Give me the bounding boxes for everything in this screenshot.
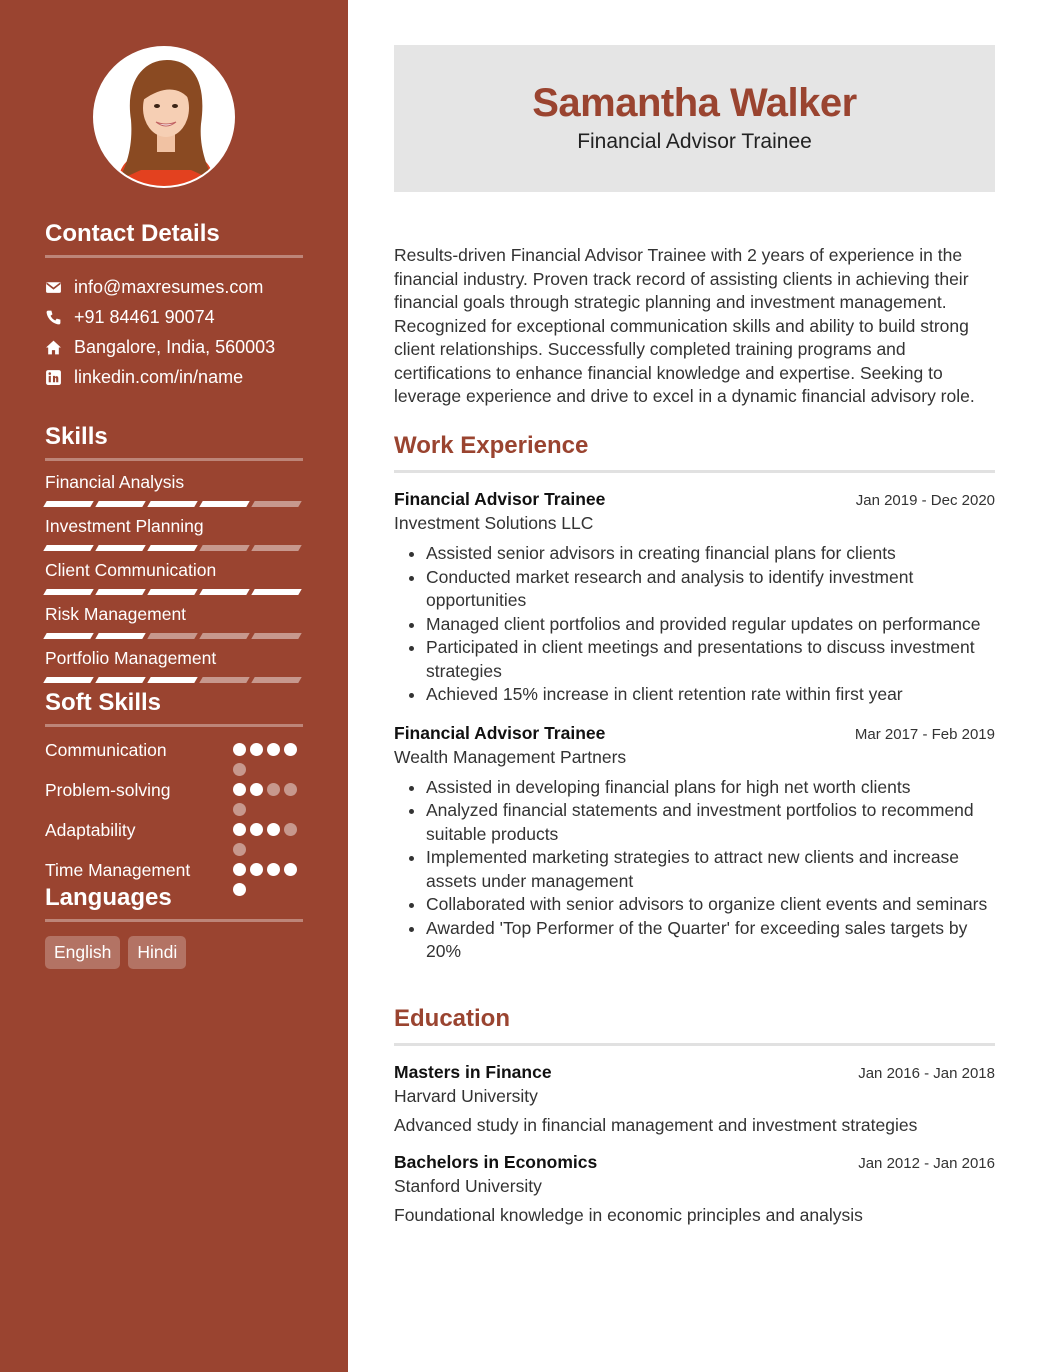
work-bullet: • Conducted market research and analysis to identify investment opportunities: [426, 566, 995, 613]
skill-level-segment: [251, 677, 301, 683]
soft-skill-dot: [233, 783, 246, 796]
skill-level-bars: [45, 677, 303, 683]
work-entry-bullets: [394, 542, 995, 707]
soft-skill-dot: [284, 863, 297, 876]
soft-skills-heading: Soft Skills: [45, 689, 303, 727]
soft-skill-dot: [284, 823, 297, 836]
skill-level-segment: [95, 545, 145, 551]
work-entry-company: Wealth Management Partners: [394, 746, 627, 767]
skills-section: [45, 423, 303, 691]
soft-skill-item: [45, 779, 303, 819]
skill-level-segment: [199, 501, 249, 507]
contact-linkedin[interactable]: [45, 362, 303, 392]
education-degree: Bachelors in Economics: [394, 1152, 598, 1172]
work-bullet: • Awarded 'Top Performer of the Quarter' for exceeding sales targets by 20%: [426, 917, 995, 964]
soft-skill-dot: [233, 803, 246, 816]
skill-item: [45, 559, 303, 595]
languages-section: [45, 884, 303, 969]
skill-level-segment: [251, 589, 301, 595]
sidebar: [0, 0, 348, 1372]
contact-address: [45, 332, 303, 362]
skills-list: [45, 471, 303, 683]
work-entry: [394, 723, 995, 964]
summary: Results-driven Financial Advisor Trainee with 2 years of experience in the financial industry. Proven track record of assisting clients in achieving their financial goals through strategic planning and investment management. Recognized for exceptional communication skills and ability to build strong client relationships. Successfully completed training programs and certifications to enhance financial knowledge and expertise. Seeking to leverage experience and drive to excel in a dynamic financial advisory role.: [394, 245, 975, 406]
skill-level-segment: [251, 501, 301, 507]
soft-skill-dots: [233, 819, 303, 859]
skill-level-bars: [45, 545, 303, 551]
skill-level-segment: [43, 545, 93, 551]
education-description: Foundational knowledge in economic principles and analysis: [394, 1205, 863, 1225]
profile-photo: [93, 46, 235, 188]
work-heading: Work Experience: [394, 432, 995, 473]
skill-item: [45, 647, 303, 683]
skill-item: [45, 471, 303, 507]
skill-level-bars: [45, 633, 303, 639]
soft-skill-dot: [233, 843, 246, 856]
education-entry-header: [394, 1152, 995, 1173]
education-section: [394, 1005, 995, 1226]
skill-level-segment: [95, 633, 145, 639]
home-icon: [45, 339, 74, 356]
skill-name: Portfolio Management: [45, 648, 217, 668]
work-entry-date: Mar 2017 - Feb 2019: [854, 725, 995, 743]
contact-address-text: Bangalore, India, 560003: [74, 336, 276, 357]
candidate-name: Samantha Walker: [532, 81, 857, 125]
linkedin-icon: [45, 369, 74, 386]
work-bullet: • Analyzed financial statements and investment portfolios to recommend suitable products: [426, 799, 995, 846]
soft-skill-dot: [267, 823, 280, 836]
skill-level-segment: [147, 633, 197, 639]
candidate-title: Financial Advisor Trainee: [577, 130, 812, 153]
skill-level-segment: [43, 677, 93, 683]
contact-email[interactable]: [45, 272, 303, 302]
language-tag: Hindi: [128, 936, 186, 969]
work-entry-date: Jan 2019 - Dec 2020: [855, 492, 995, 509]
soft-skill-item: [45, 739, 303, 779]
work-bullet: • Collaborated with senior advisors to organize client events and seminars: [426, 893, 995, 917]
skill-level-segment: [199, 545, 249, 551]
skill-level-segment: [95, 501, 145, 507]
language-tag: English: [45, 936, 120, 969]
work-entry-company: Investment Solutions LLC: [394, 513, 594, 533]
soft-skill-name: Problem-solving: [45, 780, 171, 800]
soft-skill-dot: [267, 743, 280, 756]
skill-level-segment: [251, 545, 301, 551]
contact-linkedin-text: linkedin.com/in/name: [74, 366, 244, 387]
work-bullet: • Achieved 15% increase in client retention rate within first year: [426, 683, 995, 707]
soft-skill-dot: [267, 863, 280, 876]
skill-level-segment: [251, 633, 301, 639]
work-bullet: • Implemented marketing strategies to attract new clients and increase assets under management: [426, 846, 995, 893]
soft-skills-section: [45, 689, 303, 899]
languages-list: [45, 936, 303, 969]
skill-level-segment: [147, 501, 197, 507]
soft-skill-dot: [250, 823, 263, 836]
soft-skill-dot: [233, 823, 246, 836]
education-date: Jan 2012 - Jan 2016: [858, 1155, 995, 1172]
education-list: [394, 1062, 995, 1226]
skills-heading: Skills: [45, 423, 303, 461]
skill-item: [45, 603, 303, 639]
soft-skill-dot: [284, 743, 297, 756]
skill-level-bars: [45, 589, 303, 595]
work-bullet: • Assisted senior advisors in creating financial plans for clients: [426, 542, 995, 566]
avatar: [95, 48, 235, 188]
education-entry: [394, 1062, 995, 1136]
skill-level-segment: [199, 633, 249, 639]
skill-level-segment: [147, 589, 197, 595]
work-section: [394, 432, 995, 964]
soft-skill-dot: [233, 743, 246, 756]
skill-name: Investment Planning: [45, 516, 204, 536]
soft-skill-item: [45, 819, 303, 859]
work-entry-title: Financial Advisor Trainee: [394, 489, 606, 509]
education-date: Jan 2016 - Jan 2018: [858, 1065, 995, 1082]
skill-name: Risk Management: [45, 604, 187, 624]
skill-level-segment: [43, 501, 93, 507]
skill-level-segment: [43, 633, 93, 639]
education-heading: Education: [394, 1005, 995, 1046]
work-list: [394, 489, 995, 964]
email-icon: [45, 279, 74, 296]
soft-skill-dot: [233, 763, 246, 776]
education-school: Harvard University: [394, 1086, 538, 1106]
education-school: Stanford University: [394, 1176, 542, 1196]
work-entry: [394, 489, 995, 707]
soft-skill-name: Time Management: [45, 860, 191, 880]
soft-skill-dot: [250, 783, 263, 796]
soft-skill-dot: [233, 863, 246, 876]
contact-heading: Contact Details: [45, 220, 303, 258]
skill-level-segment: [147, 677, 197, 683]
education-degree: Masters in Finance: [394, 1062, 552, 1082]
skill-level-segment: [43, 589, 93, 595]
contact-section: [45, 220, 303, 392]
skill-level-segment: [147, 545, 197, 551]
skill-level-bars: [45, 501, 303, 507]
soft-skill-dot: [250, 863, 263, 876]
soft-skill-dots: [233, 739, 303, 779]
education-entry-header: [394, 1062, 995, 1083]
work-entry-header: [394, 723, 995, 744]
skill-level-segment: [95, 589, 145, 595]
skill-level-segment: [199, 589, 249, 595]
soft-skill-dot: [284, 783, 297, 796]
work-entry-header: [394, 489, 995, 510]
work-bullet: • Participated in client meetings and presentations to discuss investment strategies: [426, 636, 995, 683]
skill-name: Client Communication: [45, 560, 217, 580]
soft-skill-name: Communication: [45, 740, 167, 760]
skill-level-segment: [95, 677, 145, 683]
work-entry-title: Financial Advisor Trainee: [394, 722, 606, 743]
soft-skill-dot: [250, 743, 263, 756]
phone-icon: [45, 309, 74, 326]
soft-skill-dot: [267, 783, 280, 796]
header: [394, 45, 995, 192]
soft-skill-name: Adaptability: [45, 820, 136, 840]
work-bullet: • Managed client portfolios and provided regular updates on performance: [426, 613, 995, 637]
contact-phone-text: +91 84461 90074: [74, 306, 215, 327]
contact-email-text: info@maxresumes.com: [74, 276, 264, 297]
skill-item: [45, 515, 303, 551]
work-entry-bullets: [394, 776, 995, 964]
education-entry: [394, 1152, 995, 1226]
languages-heading: Languages: [45, 884, 303, 922]
education-description: Advanced study in financial management and investment strategies: [394, 1115, 918, 1135]
soft-skills-list: [45, 739, 303, 899]
soft-skill-dots: [233, 779, 303, 819]
work-bullet: • Assisted in developing financial plans for high net worth clients: [426, 776, 995, 800]
contact-phone[interactable]: [45, 302, 303, 332]
skill-level-segment: [199, 677, 249, 683]
skill-name: Financial Analysis: [45, 472, 185, 492]
